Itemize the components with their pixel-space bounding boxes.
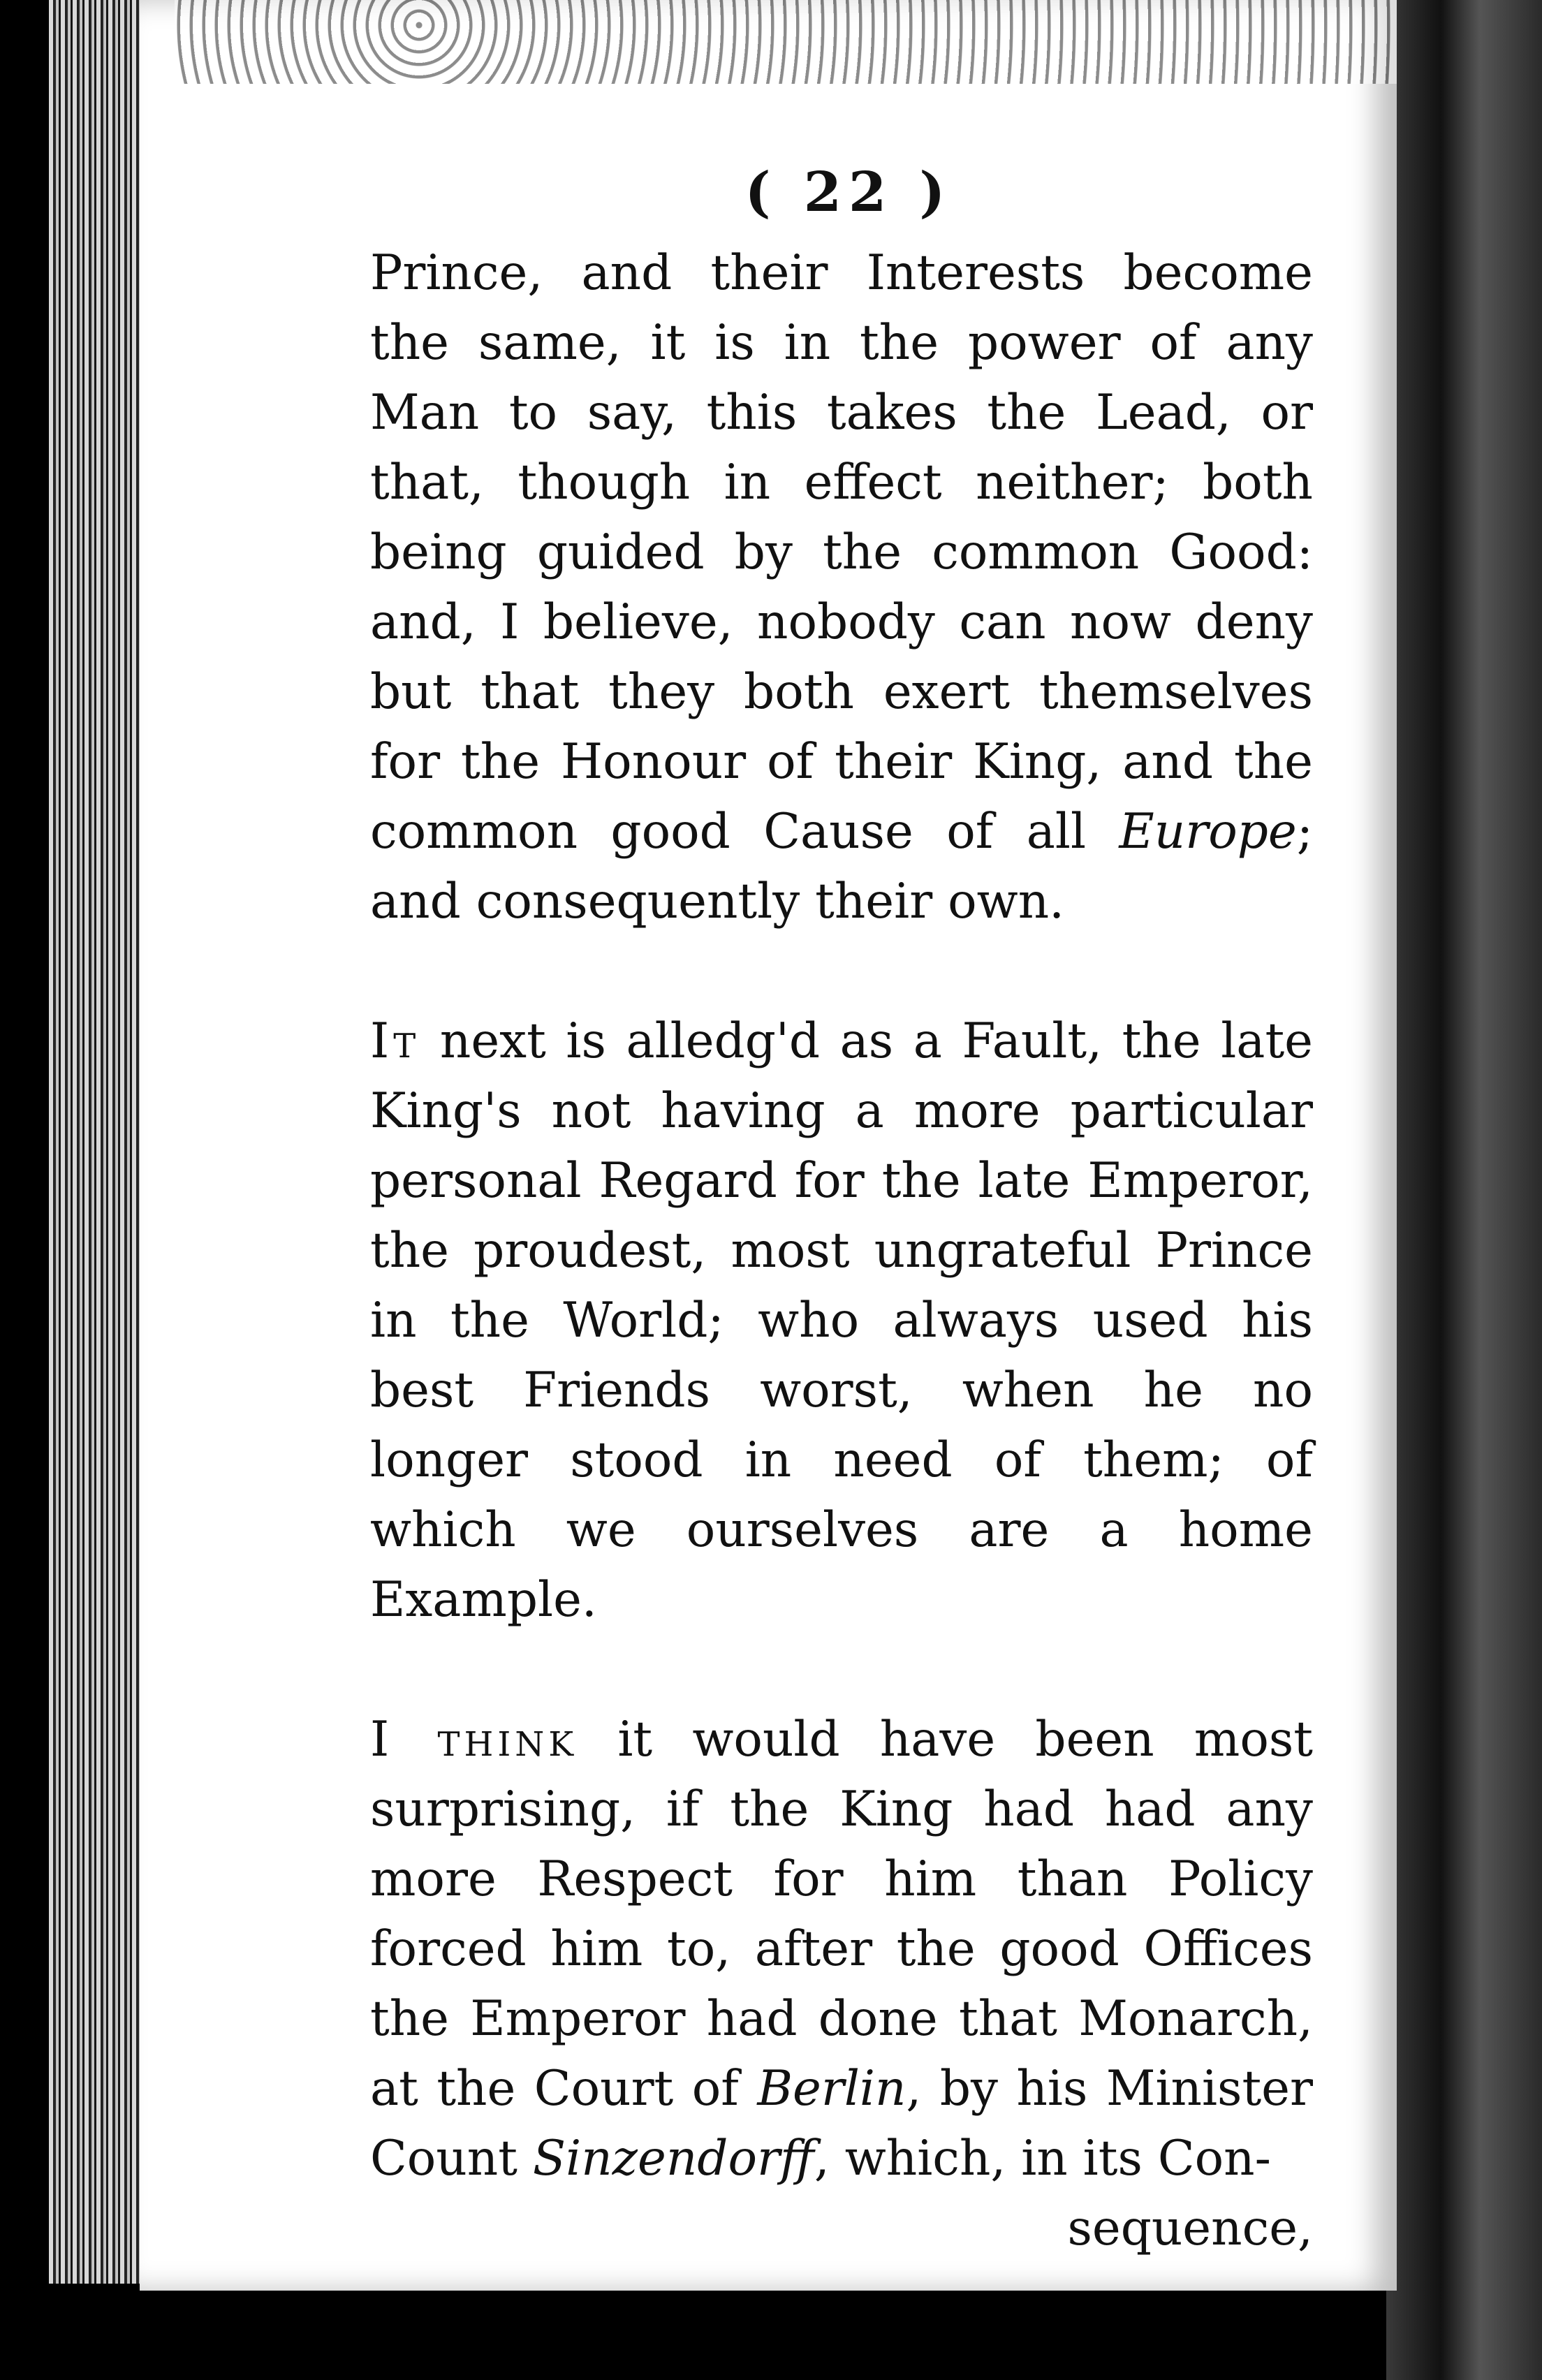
paragraph: [370, 1705, 1313, 2194]
text-run: Prince, and their Interests become the same, it is in the power of any Man to say, this takes the Lead, or that, though in effect neither; both being guided by the common Good: and, I believe, nobody can now deny but that they both exert themselves for the Honour of their King, and the common good Cause of all: [370, 245, 1313, 860]
text-run: , by his Minister Count: [370, 2061, 1314, 2187]
text-run-small-caps: It: [370, 1013, 420, 1069]
page-number: ( 22 ): [744, 161, 953, 224]
text-run-small-caps: I think: [370, 1712, 578, 1768]
text-run: it would have been most surprising, if the King had had any more Respect for him than Policy forced him to, after the good Offices the Emperor had done that Monarch, at the Court of: [370, 1712, 1313, 2117]
text-run-italic: Berlin: [757, 2061, 906, 2117]
page-text-block: [370, 161, 1313, 2263]
catchword: sequence,: [1067, 2201, 1313, 2256]
text-run: ; and consequently their own.: [370, 804, 1313, 930]
text-run: next is alledg'd as a Fault, the late King's not having a more particular personal Regard for the late Emperor, the proudest, most ungrateful Prince in the World; who always used his best Friends worst, when he no longer stood in need of them; of which we ourselves are a home Example.: [370, 1013, 1313, 1628]
text-run-italic: Europe: [1119, 804, 1297, 860]
binding-shadow: [1386, 0, 1542, 2380]
text-run: , which, in its Con-: [814, 2131, 1271, 2187]
paragraph: [370, 238, 1313, 936]
paragraph: [370, 1006, 1313, 1635]
scan-noise-top: [175, 0, 1397, 84]
text-run-italic: Sinzendorff: [532, 2131, 814, 2187]
